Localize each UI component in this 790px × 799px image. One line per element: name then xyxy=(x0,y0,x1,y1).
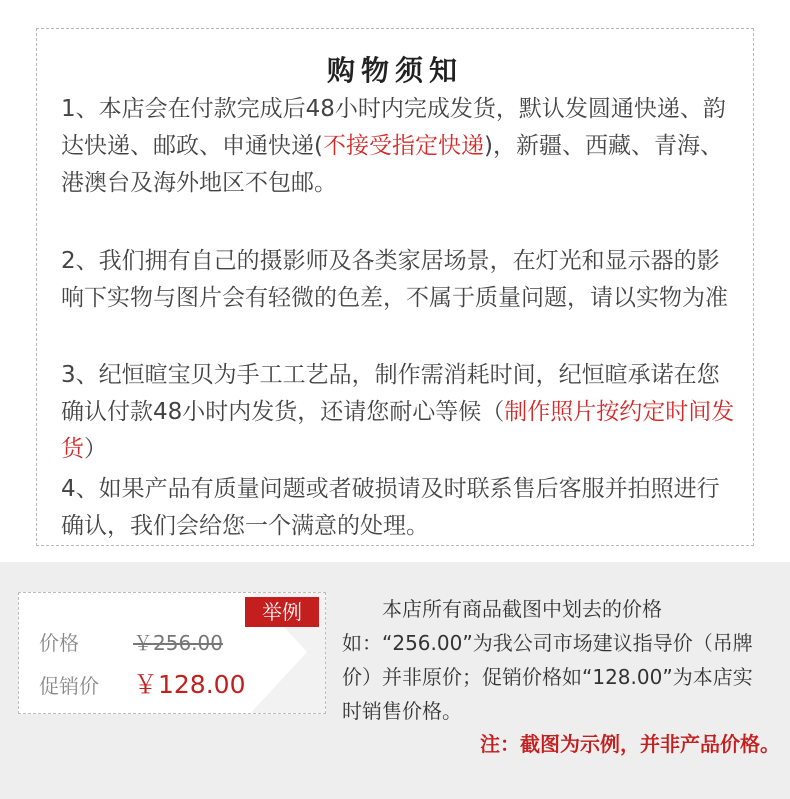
notice-title: 购物须知 xyxy=(326,54,463,87)
price-example-card xyxy=(18,592,326,714)
shipping-text: 1、本店会在付款完成后48小时内完成发货，默认发圆通快递、韵达快递、邮政、申通快递( xyxy=(61,96,726,159)
sale-price-label: 促销价 xyxy=(39,674,99,698)
price-explanation-text: 本店所有商品截图中划去的价格如：“256.00”为我公司市场建议指导价（吊牌价）并非原价；促销价格如“128.00”为本店实时销售价格。 xyxy=(342,597,753,723)
handmade-text-end: ） xyxy=(84,436,107,462)
price-explanation-panel xyxy=(0,562,790,799)
handmade-text: 3、纪恒暄宝贝为手工工艺品，制作需消耗时间，纪恒暄承诺在您确认付款48小时内发货，还请您耐心等候（ xyxy=(61,362,720,425)
original-price-value: ￥256.00 xyxy=(133,631,223,655)
shipping-text-end: )，新疆、西藏、青海、港澳台及海外地区不包邮。 xyxy=(61,133,723,196)
sale-price-value: ￥128.00 xyxy=(133,670,246,699)
notice-item-shipping xyxy=(61,91,741,202)
handmade-highlight: 制作照片按约定时间发货 xyxy=(61,399,735,462)
shipping-highlight: 不接受指定快递 xyxy=(322,133,484,159)
original-price-row xyxy=(39,627,223,656)
notice-item-after-sales xyxy=(61,471,741,545)
notice-item-handmade xyxy=(61,357,741,468)
example-footnote: 注：截图为示例，并非产品价格。 xyxy=(480,732,780,756)
after-sales-text: 4、如果产品有质量问题或者破损请及时联系售后客服并拍照进行确认，我们会给您一个满意的处理。 xyxy=(61,476,720,539)
sale-price-row xyxy=(39,665,245,701)
shopping-notice-box xyxy=(36,28,754,546)
notice-item-color-difference xyxy=(61,243,741,317)
price-explanation xyxy=(342,592,762,728)
color-difference-text: 2、我们拥有自己的摄影师及各类家居场景，在灯光和显示器的影响下实物与图片会有轻微的色差，不属于质量问题，请以实物为准 xyxy=(61,248,728,311)
example-badge: 举例 xyxy=(245,597,319,627)
original-price-label: 价格 xyxy=(39,631,79,655)
